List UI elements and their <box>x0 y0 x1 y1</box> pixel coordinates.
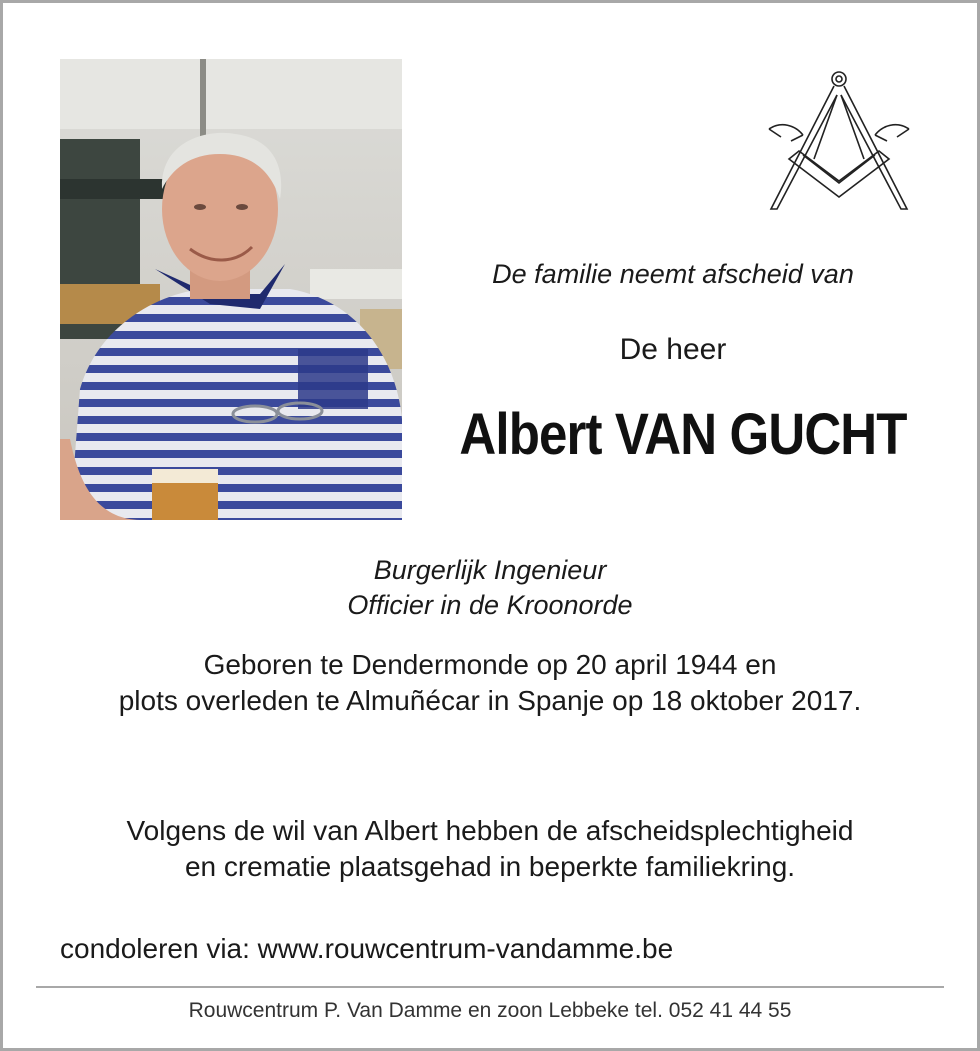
funeral-home-footer: Rouwcentrum P. Van Damme en zoon Lebbeke tel. 052 41 44 55 <box>188 999 792 1022</box>
ceremony-line: en crematie plaatsgehad in beperkte familiekring. <box>184 851 796 882</box>
salutation: De heer <box>619 333 727 366</box>
death-line: plots overleden te Almuñécar in Spanje op 18 oktober 2017. <box>118 685 862 716</box>
condolence-link[interactable]: condoleren via: www.rouwcentrum-vandamme.be <box>60 933 674 964</box>
ceremony-text <box>3 813 977 885</box>
titles-block <box>3 553 977 623</box>
title-line: Burgerlijk Ingenieur <box>373 555 607 585</box>
dates-block <box>3 647 977 719</box>
ceremony-line: Volgens de wil van Albert hebben de afscheidsplechtigheid <box>126 815 854 846</box>
title-line: Officier in de Kroonorde <box>347 590 633 620</box>
birth-line: Geboren te Dendermonde op 20 april 1944 en <box>203 649 777 680</box>
intro-line: De familie neemt afscheid van <box>492 259 854 289</box>
divider <box>36 986 944 988</box>
portrait-photo <box>60 59 402 520</box>
square-and-compass-icon <box>767 69 911 211</box>
deceased-name: Albert VAN GUCHT <box>459 402 907 467</box>
